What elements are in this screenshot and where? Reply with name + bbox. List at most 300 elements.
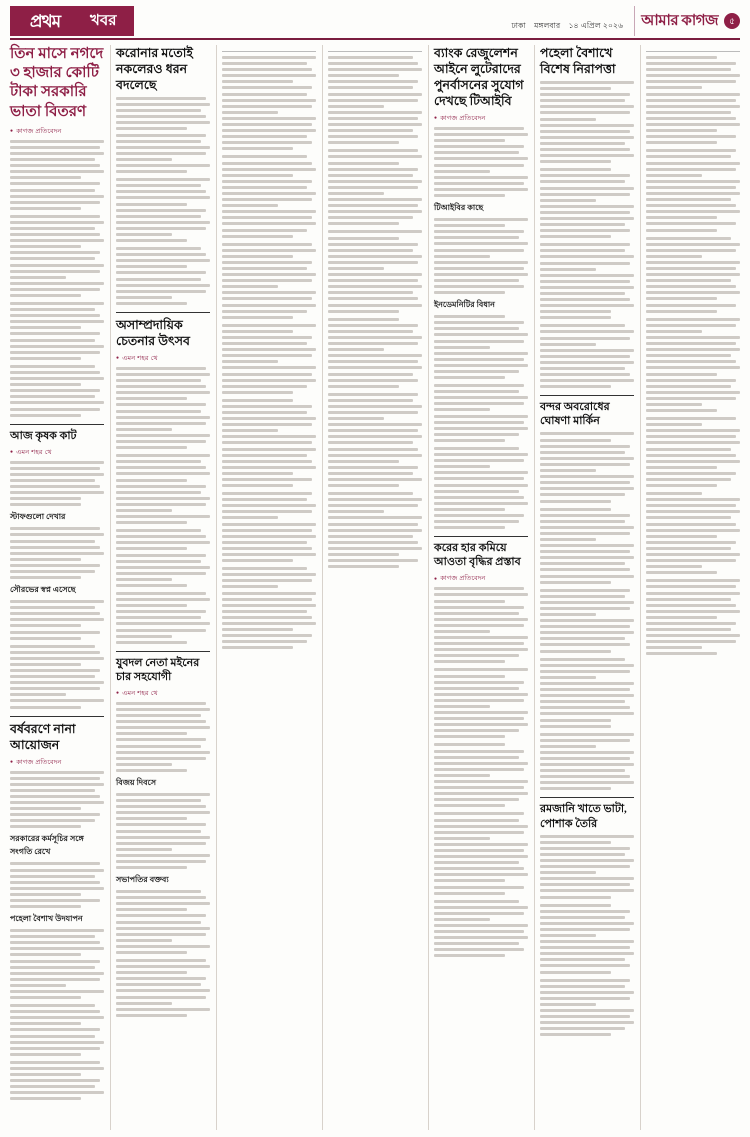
divider <box>10 716 104 717</box>
text-line <box>434 408 490 411</box>
text-line <box>10 929 104 932</box>
text-line <box>646 342 736 345</box>
text-line <box>10 201 100 204</box>
masthead-meta-area <box>134 6 634 36</box>
text-line <box>434 717 524 720</box>
text-line <box>646 105 740 108</box>
paragraph <box>328 56 422 144</box>
paragraph <box>540 81 634 163</box>
text-line <box>10 540 95 543</box>
text-line <box>328 559 418 562</box>
byline: ● কাগজ প্রতিবেদন <box>434 113 528 124</box>
text-line <box>434 612 519 615</box>
paragraph <box>434 315 528 379</box>
text-line <box>328 535 413 538</box>
text-line <box>540 971 611 974</box>
headline[interactable]: আজ কৃষক কাট <box>10 429 77 442</box>
text-line <box>540 757 630 760</box>
text-line <box>646 141 717 144</box>
text-line <box>540 739 630 742</box>
text-line <box>222 547 312 550</box>
text-line <box>434 762 528 765</box>
text-line <box>10 576 81 579</box>
text-line <box>434 376 505 379</box>
text-line <box>10 467 100 470</box>
text-line <box>328 472 413 475</box>
headline[interactable]: যুবদল নেতা মইনের চার সহযোগী <box>116 656 200 683</box>
article[interactable] <box>10 424 104 709</box>
text-line <box>646 435 736 438</box>
article[interactable] <box>10 716 104 1101</box>
headline[interactable]: বন্দর অবরোধের ঘোষণা মার্কিন <box>540 401 610 428</box>
article[interactable] <box>646 51 740 655</box>
text-line <box>10 612 100 615</box>
text-line <box>116 233 172 236</box>
text-line <box>10 326 81 329</box>
text-line <box>116 584 187 587</box>
text-line <box>540 255 634 258</box>
text-line <box>116 140 201 143</box>
paragraph <box>10 215 104 297</box>
text-line <box>222 573 316 576</box>
paragraph <box>434 812 528 894</box>
text-line <box>540 719 611 722</box>
text-line <box>646 523 736 526</box>
text-line <box>434 139 505 142</box>
text-line <box>10 978 100 981</box>
text-line <box>328 360 418 363</box>
text-line <box>222 174 293 177</box>
headline[interactable]: তিন মাসে নগদে ৩ হাজার কোটি টাকা সরকারি ভাতা বিতরণ <box>10 46 104 120</box>
text-line <box>116 515 210 518</box>
text-line <box>646 117 736 120</box>
subheading: স্টাফগুলো দেখার <box>10 512 66 522</box>
headline[interactable]: করোনার মতোই নকলেরও ধরন বদলেছে <box>116 46 193 92</box>
text-line <box>222 147 293 150</box>
text-line <box>646 385 731 388</box>
text-line <box>646 216 717 219</box>
text-line <box>116 428 172 431</box>
paragraph <box>10 365 104 417</box>
text-line <box>10 152 104 155</box>
text-line <box>646 454 736 457</box>
text-line <box>328 135 418 138</box>
text-line <box>434 484 528 487</box>
text-line <box>434 321 524 324</box>
text-line <box>434 654 519 657</box>
headline[interactable]: অসাম্প্রদায়িক চেতনার উৎসব <box>116 317 190 348</box>
text-line <box>540 787 611 790</box>
column-4 <box>322 45 422 1130</box>
headline[interactable]: বর্ষবরণে নানা আয়োজন <box>10 721 76 752</box>
text-line <box>10 288 100 291</box>
text-line <box>540 487 634 490</box>
text-line <box>116 529 201 532</box>
text-line <box>540 532 630 535</box>
article[interactable] <box>540 45 634 388</box>
text-line <box>116 152 206 155</box>
text-line <box>10 527 100 530</box>
text-line <box>540 670 630 673</box>
text-line <box>434 249 524 252</box>
text-line <box>540 324 625 327</box>
text-line <box>434 447 519 450</box>
text-line <box>10 953 81 956</box>
text-line <box>540 619 634 622</box>
subheading: বিজয় দিবসে <box>116 777 157 787</box>
text-line <box>116 203 187 206</box>
text-line <box>540 658 625 661</box>
text-line <box>116 97 206 100</box>
text-line <box>328 553 399 556</box>
text-line <box>222 634 312 637</box>
text-line <box>10 966 95 969</box>
text-line <box>222 441 312 444</box>
text-line <box>222 592 316 595</box>
text-line <box>646 652 717 655</box>
text-line <box>434 693 528 696</box>
text-line <box>10 233 100 236</box>
text-line <box>540 964 630 967</box>
text-line <box>540 940 634 943</box>
text-line <box>10 176 81 179</box>
text-line <box>10 339 95 342</box>
text-line <box>222 117 316 120</box>
text-line <box>646 310 717 313</box>
text-line <box>646 168 736 171</box>
text-line <box>540 991 634 994</box>
text-line <box>116 830 201 833</box>
text-line <box>222 454 307 457</box>
text-line <box>116 547 187 550</box>
text-line <box>434 768 524 771</box>
text-line <box>434 792 528 795</box>
byline: ● এমন শহর থে <box>10 447 104 458</box>
text-line <box>116 302 187 305</box>
text-line <box>434 648 528 651</box>
text-line <box>434 786 524 789</box>
text-line <box>10 606 95 609</box>
text-line <box>540 280 630 283</box>
text-line <box>646 553 740 556</box>
text-line <box>646 324 736 327</box>
text-line <box>434 687 519 690</box>
paragraph <box>10 461 104 507</box>
text-line <box>434 892 505 895</box>
text-line <box>10 264 104 267</box>
text-line <box>10 365 95 368</box>
text-line <box>328 541 418 544</box>
article[interactable] <box>10 45 104 417</box>
text-line <box>328 516 422 519</box>
article[interactable] <box>116 312 210 644</box>
text-line <box>328 62 418 65</box>
text-line <box>116 720 206 723</box>
text-line <box>540 268 596 271</box>
text-line <box>540 520 625 523</box>
text-line <box>646 74 740 77</box>
text-line <box>646 192 740 195</box>
text-line <box>434 370 519 373</box>
text-line <box>328 373 413 376</box>
text-line <box>434 164 524 167</box>
text-line <box>10 675 95 678</box>
text-line <box>116 610 206 613</box>
text-line <box>116 566 210 569</box>
text-line <box>116 965 210 968</box>
text-line <box>10 1091 104 1094</box>
text-line <box>434 948 524 951</box>
text-line <box>116 397 187 400</box>
text-line <box>116 1002 172 1005</box>
text-line <box>434 182 524 185</box>
text-line <box>434 352 528 355</box>
text-line <box>646 243 740 246</box>
text-line <box>646 634 740 637</box>
divider <box>328 51 422 52</box>
paragraph <box>10 862 104 908</box>
paragraph <box>116 454 210 524</box>
text-line <box>10 905 81 908</box>
paragraph <box>434 218 528 294</box>
text-line <box>116 939 172 942</box>
headline[interactable]: রমজানি খাতে ভাটা, পোশাক তৈরি <box>540 803 627 830</box>
text-line <box>10 947 104 950</box>
text-line <box>540 958 625 961</box>
text-line <box>10 276 66 279</box>
text-line <box>328 304 422 307</box>
text-line <box>222 297 312 300</box>
text-line <box>540 889 634 892</box>
text-line <box>222 62 307 65</box>
text-line <box>328 510 384 513</box>
text-line <box>116 890 201 893</box>
text-line <box>646 616 717 619</box>
text-line <box>646 547 731 550</box>
text-line <box>540 1021 634 1024</box>
text-line <box>540 142 625 145</box>
paragraph <box>10 302 104 360</box>
text-line <box>10 771 104 774</box>
paragraph <box>434 587 528 663</box>
text-line <box>328 141 399 144</box>
text-line <box>222 267 307 270</box>
text-line <box>222 261 312 264</box>
article[interactable] <box>116 651 210 1017</box>
text-line <box>222 399 293 402</box>
text-line <box>540 105 634 108</box>
text-line <box>10 473 104 476</box>
paragraph <box>10 929 104 999</box>
text-line <box>540 111 630 114</box>
text-line <box>434 364 528 367</box>
text-line <box>540 562 625 565</box>
text-line <box>328 180 422 183</box>
text-line <box>540 847 630 850</box>
text-line <box>540 601 634 604</box>
text-line <box>116 373 210 376</box>
text-line <box>116 253 206 256</box>
text-line <box>540 337 630 340</box>
text-line <box>646 565 702 568</box>
masthead-meta <box>509 21 627 33</box>
text-line <box>540 550 630 553</box>
text-line <box>328 210 422 213</box>
text-line <box>540 733 634 736</box>
text-line <box>222 216 312 219</box>
paragraph <box>116 367 210 449</box>
paragraph <box>646 492 740 574</box>
text-line <box>434 636 528 639</box>
text-line <box>116 247 201 250</box>
text-line <box>328 423 422 426</box>
text-line <box>116 227 206 230</box>
text-line <box>10 497 81 500</box>
text-line <box>10 624 81 627</box>
text-line <box>434 465 490 468</box>
article[interactable] <box>540 797 634 1036</box>
text-line <box>646 222 736 225</box>
text-line <box>540 725 611 728</box>
text-line <box>646 80 736 83</box>
text-line <box>540 781 634 784</box>
text-line <box>116 278 201 281</box>
text-line <box>646 379 736 382</box>
text-line <box>116 933 206 936</box>
text-line <box>116 616 201 619</box>
text-line <box>10 990 104 993</box>
text-line <box>328 168 418 171</box>
text-line <box>434 242 528 245</box>
headline[interactable]: ব্যাংক রেজুলেশন আইনে লুটেরাদের পুনর্বাসনের সুযোগ দেখছে টিআইবি <box>434 46 524 108</box>
text-line <box>116 811 210 814</box>
text-line <box>646 360 736 363</box>
text-line <box>540 613 596 616</box>
paragraph <box>328 393 422 487</box>
text-line <box>646 628 731 631</box>
text-line <box>646 336 740 339</box>
text-line <box>434 849 524 852</box>
text-line <box>540 130 630 133</box>
text-line <box>646 610 740 613</box>
text-line <box>116 259 210 262</box>
text-line <box>646 237 731 240</box>
headline[interactable]: করের হার কমিয়ে আওতা বৃদ্ধির প্রস্তাব <box>434 542 521 569</box>
text-line <box>540 643 630 646</box>
text-line <box>10 663 81 666</box>
headline[interactable]: পহেলা বৈশাখে বিশেষ নিরাপত্তা <box>540 46 616 76</box>
article[interactable] <box>434 45 528 529</box>
article-grid <box>10 45 740 1130</box>
text-line <box>540 500 611 503</box>
text-line <box>434 490 519 493</box>
logo[interactable] <box>10 6 80 36</box>
text-line <box>116 708 210 711</box>
article[interactable] <box>328 51 422 568</box>
paragraph <box>116 702 210 772</box>
text-line <box>646 604 736 607</box>
text-line <box>116 714 201 717</box>
text-line <box>434 496 524 499</box>
text-line <box>116 109 201 112</box>
text-line <box>434 831 524 834</box>
text-line <box>646 304 736 307</box>
text-line <box>328 297 418 300</box>
text-line <box>646 622 736 625</box>
text-line <box>10 887 104 890</box>
text-line <box>540 262 630 265</box>
article[interactable] <box>222 51 316 649</box>
text-line <box>10 332 100 335</box>
text-line <box>328 273 422 276</box>
text-line <box>328 255 422 258</box>
text-line <box>434 384 524 387</box>
text-line <box>328 222 399 225</box>
text-line <box>116 732 187 735</box>
text-line <box>434 194 505 197</box>
text-line <box>10 401 104 404</box>
text-line <box>328 478 422 481</box>
text-line <box>540 682 634 685</box>
text-line <box>434 327 519 330</box>
text-line <box>10 996 81 999</box>
text-line <box>116 479 187 482</box>
text-line <box>434 873 528 876</box>
text-line <box>116 134 206 137</box>
text-line <box>222 579 312 582</box>
text-line <box>434 291 505 294</box>
text-line <box>328 565 399 568</box>
text-line <box>434 699 524 702</box>
text-line <box>222 273 316 276</box>
text-line <box>10 227 95 230</box>
text-line <box>328 523 418 526</box>
text-line <box>10 351 100 354</box>
text-line <box>540 568 630 571</box>
text-line <box>646 598 731 601</box>
text-line <box>10 1041 104 1044</box>
text-line <box>540 589 630 592</box>
text-line <box>434 900 519 903</box>
text-line <box>646 330 702 333</box>
column-5 <box>428 45 528 1130</box>
text-line <box>434 587 524 590</box>
text-line <box>116 1008 210 1011</box>
article[interactable] <box>116 45 210 305</box>
text-line <box>540 148 630 151</box>
text-line <box>10 395 95 398</box>
article[interactable] <box>434 536 528 957</box>
text-line <box>222 391 293 394</box>
paragraph <box>540 589 634 653</box>
text-line <box>434 918 490 921</box>
text-line <box>10 221 104 224</box>
text-line <box>434 924 528 927</box>
paragraph <box>222 492 316 562</box>
text-line <box>10 862 100 865</box>
paragraph <box>646 149 740 231</box>
text-line <box>222 472 293 475</box>
text-line <box>540 871 596 874</box>
text-line <box>222 628 293 631</box>
text-line <box>646 460 740 463</box>
text-line <box>434 453 528 456</box>
article[interactable] <box>540 395 634 790</box>
text-line <box>434 127 524 130</box>
text-line <box>116 751 210 754</box>
text-line <box>540 1033 611 1036</box>
text-line <box>10 1004 95 1007</box>
